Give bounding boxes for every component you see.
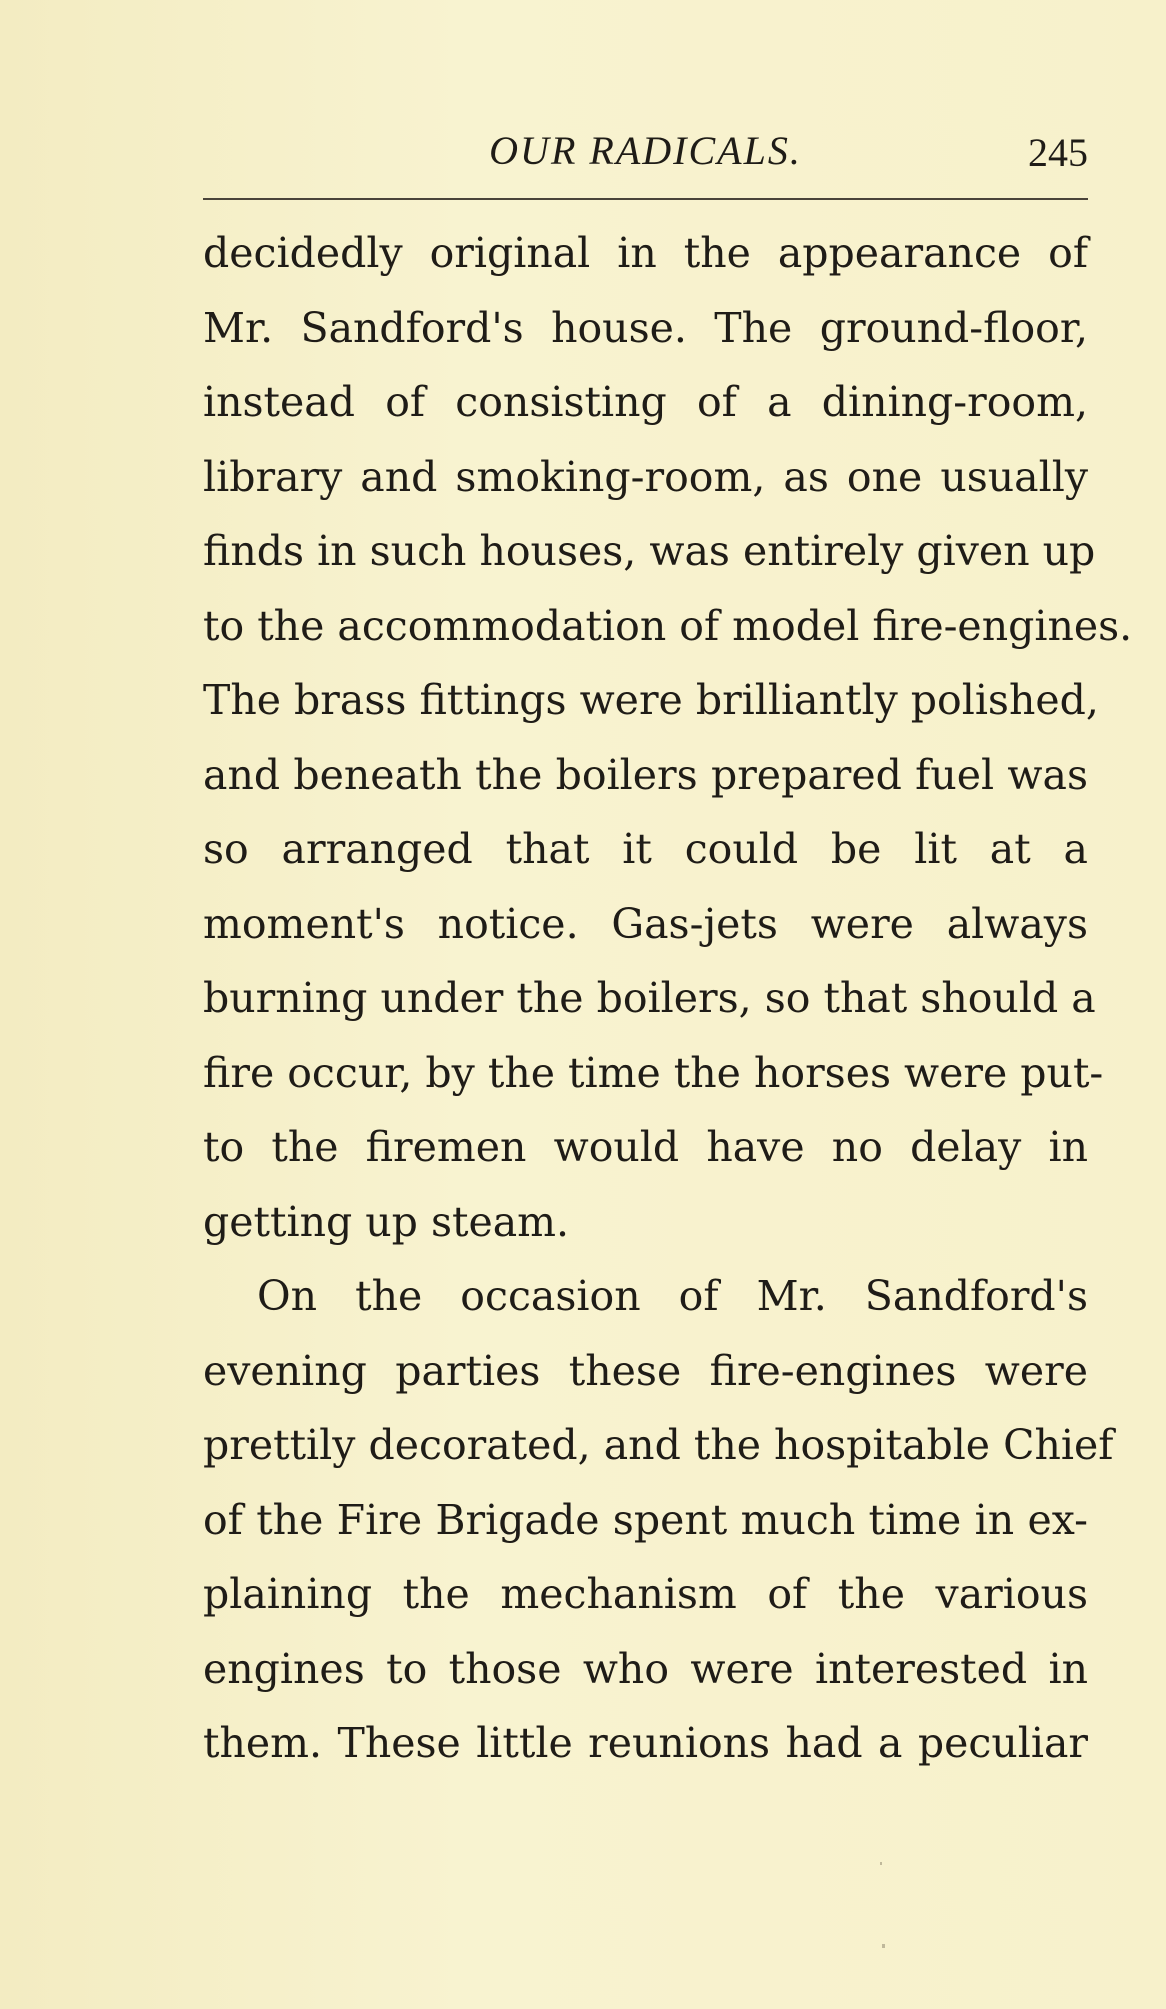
text-line: and beneath the boilers prepared fuel was — [203, 750, 1088, 799]
paper-speck — [880, 1862, 882, 1865]
text-line: evening parties these fire-engines were — [203, 1346, 1088, 1395]
page-number: 245 — [1028, 130, 1088, 175]
text-line: of the Fire Brigade spent much time in ex- — [203, 1495, 1088, 1544]
text-line: getting up steam. — [203, 1197, 570, 1246]
text-line: prettily decorated, and the hospitable Chief — [203, 1421, 1114, 1469]
text-line: The brass fittings were brilliantly polished, — [203, 676, 1099, 724]
text-line: burning under the boilers, so that should a — [203, 974, 1096, 1022]
running-header — [203, 128, 1088, 188]
text-line: instead of consisting of a dining-room, — [203, 378, 1088, 426]
text-line: decidedly original in the appearance of — [203, 229, 1088, 277]
text-line: engines to those who were interested in — [203, 1644, 1088, 1693]
page-text — [203, 216, 1133, 1781]
text-line: finds in such houses, was entirely given up — [203, 527, 1096, 575]
text-line: On the occasion of Mr. Sandford's — [257, 1272, 1088, 1320]
text-line: to the firemen would have no delay in — [203, 1123, 1088, 1171]
text-line: library and smoking-room, as one usually — [203, 452, 1088, 501]
text-line: fire occur, by the time the horses were put- — [203, 1048, 1104, 1097]
text-line: plaining the mechanism of the various — [203, 1570, 1088, 1618]
text-line: so arranged that it could be lit at a — [203, 825, 1088, 873]
text-line: moment's notice. Gas-jets were always — [203, 899, 1088, 948]
header-rule — [203, 198, 1088, 200]
paper-speck — [882, 1944, 885, 1948]
text-line: to the accommodation of model fire-engines. — [203, 601, 1133, 650]
text-line: Mr. Sandford's house. The ground-floor, — [203, 303, 1088, 352]
text-line: them. These little reunions had a peculiar — [203, 1719, 1088, 1767]
running-title: OUR RADICALS. — [489, 128, 802, 173]
